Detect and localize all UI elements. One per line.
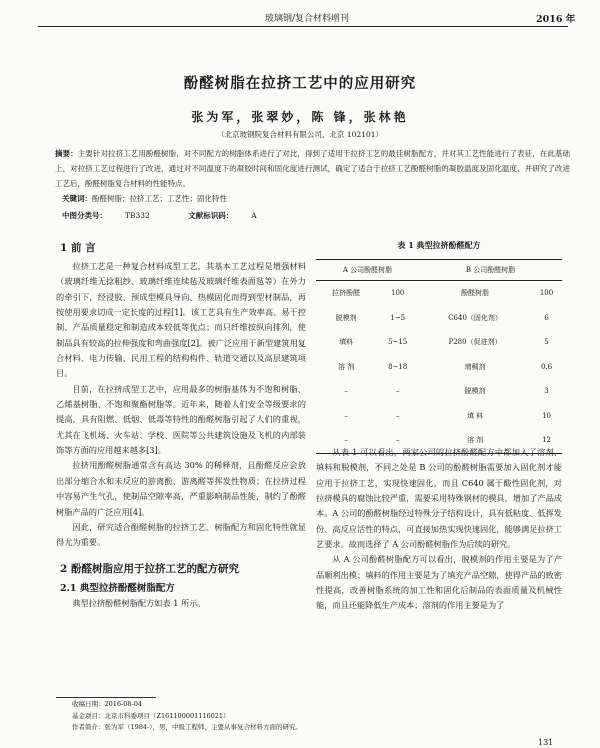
left-column [56,232,306,611]
abstract-text: 主要针对拉挤工艺用酚醛树脂，对不同配方的树脂体系进行了对比，得到了适用于拉挤工艺的最佳树脂配方，并对其工艺性能进行了表征，在此基础上，对拉挤工艺过程进行了改进，通过对不同温度下的凝胶时间和固化度进行测试，确定了适合于拉挤工艺酚醛树脂的凝胶温度及固化温度，并研究了改进工艺后，酚醛树脂复合材料的性能特点。 [55,149,571,188]
section-1-paragraph: 目前，在拉挤成型工艺中，应用最多的树脂基体为不饱和树脂、乙烯基树脂、不饱和聚酯树脂等。近年来，随着人们安全等级要求的提高，具有阻燃、低烟、低毒等特性的酚醛树脂引起了人们的重视，尤其在飞机场、火车站、学校、医院等公共建筑设施及飞机的内部装饰等方面的应用越来越多[3]。 [56,383,306,456]
table-cell: 填料 [339,338,354,347]
table-cell: 6 [544,313,549,322]
abstract [55,146,570,191]
footnotes [72,699,302,734]
clc-label: 中图分类号： [62,211,107,220]
table-cell: 100 [539,289,554,298]
section-2-heading: 2 酚醛树脂应用于拉挤工艺的配方研究 [60,562,239,575]
table-cell: 增稠剂 [464,362,486,371]
article-authors: 张为军，张翠妙，陈 锋，张林艳 [191,110,409,124]
table-cell: 1~5 [390,313,406,322]
doc-code-label: 文献标识码： [188,211,234,220]
table-cell: 溶 剂 [419,428,531,453]
author-affiliation: （北京玻钢院复合材料有限公司，北京 102101） [216,130,383,139]
section-1-paragraph: 因此，研究适合酚醛树脂的拉挤工艺、树脂配方和固化特性就显得尤为重要。 [56,521,306,548]
table-cell: 填 料 [466,411,484,420]
footnote-received: 收稿日期：2016-08-04 [72,700,142,708]
doc-code [188,211,274,220]
table-1 [316,240,562,445]
doc-code-value: A [251,211,257,220]
running-header-year: 2016 年 [536,14,576,25]
article-title: 酚醛树脂在拉挤工艺中的应用研究 [183,75,417,92]
table-row [316,306,562,331]
table-cell: C640（固化剂） [448,313,502,322]
table-row [316,379,562,404]
section-1-heading: 1 前 言 [60,242,96,254]
keywords [62,193,227,204]
table-row [316,330,562,355]
table-cell: P280（促进剂） [448,338,502,347]
table-cell: 脱模剂 [464,387,486,396]
section-1-paragraph: 拉挤工艺是一种复合材料成型工艺，其基本工艺过程是增强材料（玻璃纤维无捻粗纱、玻璃纤维连续毡及玻璃纤维表面毡等）在外力的牵引下，经浸胶、预成型模具导向、热模固化而得到型材制品，再按使用要求切成一定长度的过程[1]。该工艺具有生产效率高、易于控制、产品质量稳定和制造成本较低等优点；而只纤维按纵向排列，使制品具有较高的拉伸强度和弯曲强度[2]。被广泛应用于新型建筑用复合材料、电力传输、民用工程的结构构件、轨道交通以及高层建筑项目。 [56,261,306,379]
keywords-text: 酚醛树脂；拉挤工艺；工艺性；固化特性 [92,194,227,203]
footnote-rule [56,697,156,698]
table-cell: – [395,411,400,420]
footnote-funding: 基金项目：北京市科委项目（Z161100001116021） [72,711,230,720]
table-header-a: A 公司酚醛树脂 [316,260,419,281]
table-cell: – [344,411,348,420]
table-cell: 0.6 [540,362,553,371]
running-header-journal: 玻璃钢/复合材料增刊 [265,14,350,24]
table-cell: – [344,387,348,396]
right-paragraph: 从 A 公司酚醛树脂配方可以看出，脱模剂的作用主要是为了产品顺利出模；填料的作用主要是为了填充产品空隙，使得产品的致密性提高，改善树脂系统的加工性和固化后制品的表面质量及机械性能，而且还能降低生产成本；溶剂的作用主要是为了 [316,554,562,611]
keywords-label: 关键词： [62,194,92,203]
table-1-caption: 表 1 典型拉挤酚醛配方 [397,240,481,250]
table-cell: 10 [542,411,551,420]
table-header-row [316,260,562,281]
classification-line [62,210,293,221]
formulation-table [316,259,562,454]
section-2-1-intro: 典型拉挤酚醛树脂配方如表 1 所示。 [72,597,206,608]
table-header-b: B 公司酚醛树脂 [419,260,562,281]
table-cell: 12 [531,428,562,453]
section-1-paragraph: 拉挤用酚醛树脂通常含有高达 30% 的稀释剂，且酚醛反应会放出部分缩合水和未反应的游离酚、游离醛等挥发性物质；在拉挤过程中容易产生气孔，使制品空隙率高，严重影响制品性能，制约了酚醛树脂产品的广泛应用[4]。 [56,460,306,517]
table-cell: 溶 剂 [338,362,355,371]
table-cell: – [395,387,400,396]
table-cell: 8~18 [388,362,408,371]
table-cell: 5 [544,338,549,347]
footnote-author: 作者简介：张为军（1984-），男，中级工程师，主要从事复合材料方面的研究。 [72,723,302,731]
table-cell: 3 [544,387,549,396]
section-2-1-heading: 2.1 典型拉挤酚醛树脂配方 [60,582,175,594]
table-cell: 5~15 [388,338,408,347]
table-cell: 脱模剂 [335,313,357,322]
clc [62,211,168,220]
table-row [316,281,562,306]
table-cell: – [316,428,376,453]
right-paragraph: 从表 1 可以看出，两家公司的拉挤酚醛配方中都加入了溶剂、填料和脱模剂，不同之处是 B 公司的酚醛树脂需要加入固化剂才能应用于拉挤工艺，实现快速固化，而且 C640 属于酸性固化剂，对拉挤模具的腐蚀比较严重，需要采用特殊钢材的模具，增加了产品成本。A 公司的酚醛树脂经过特殊分子结构设计，具有低粘度、低挥发份、高反应活性的特点，可直接加热实现快速固化，能够满足拉挤工艺要求。故而选择了 A 公司酚醛树脂作为后续的研究。 [316,447,562,550]
abstract-label: 摘要： [55,149,78,158]
table-cell: 酚醛树脂 [461,289,490,298]
header-rule [38,26,568,27]
table-cell: 100 [391,289,405,298]
table-cell: – [376,428,419,453]
page-number: 131 [538,738,554,747]
right-column [316,240,562,614]
table-row [316,404,562,429]
table-row [316,355,562,380]
clc-value: TB332 [125,211,150,220]
table-cell: 拉挤酚醛 [332,289,361,298]
